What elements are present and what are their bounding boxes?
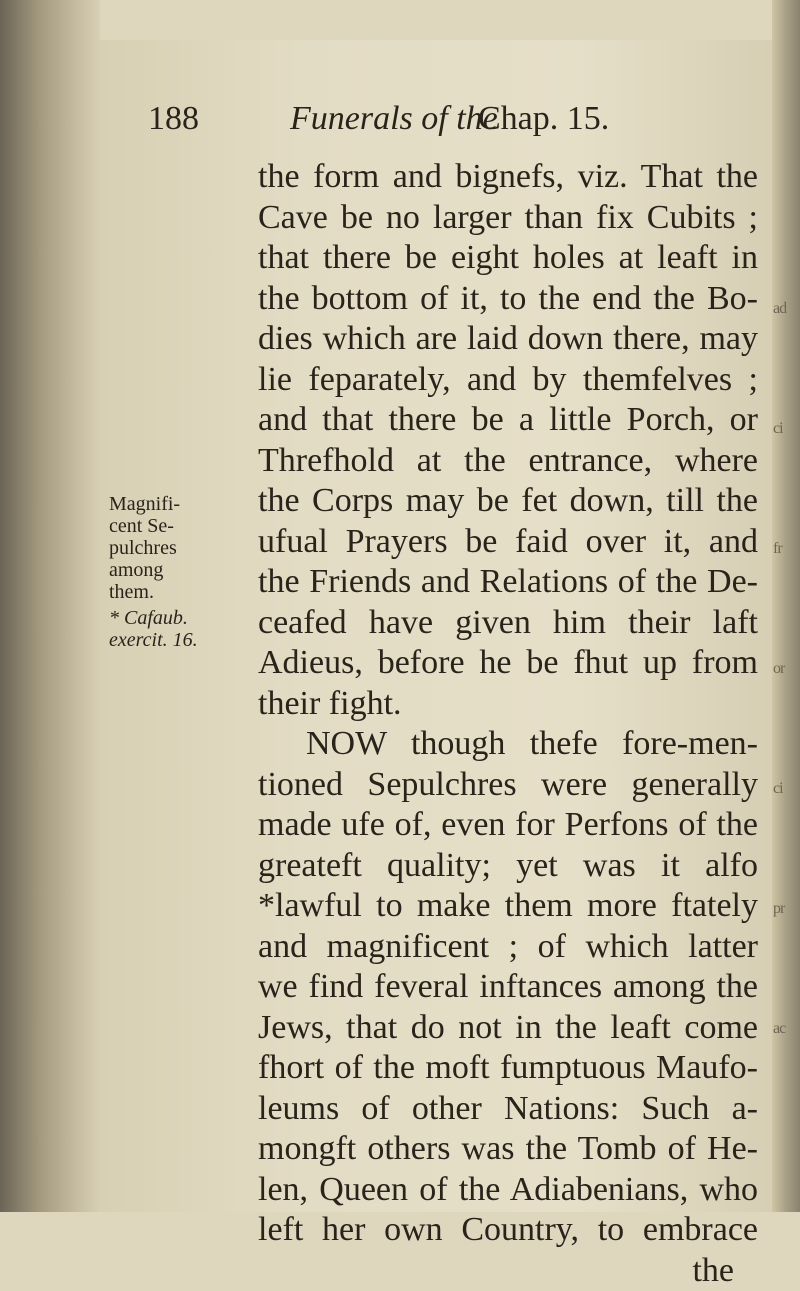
margin-note-line: cent Se- xyxy=(109,515,249,537)
margin-note-line: them. xyxy=(109,581,249,603)
body-text xyxy=(258,157,758,1291)
text-line: NOW though thefe fore-men- xyxy=(258,724,758,765)
margin-note-line: Magnifi- xyxy=(109,493,249,515)
text-line: left her own Country, to embrace xyxy=(258,1210,758,1251)
text-line: the Friends and Relations of the De- xyxy=(258,562,758,603)
bleed-fragment: ci xyxy=(773,780,797,798)
text-line: fhort of the moft fumptuous Maufo- xyxy=(258,1048,758,1089)
text-line: made ufe of, even for Perfons of the xyxy=(258,805,758,846)
text-line: greateft quality; yet was it alfo xyxy=(258,846,758,887)
bleed-fragment: pr xyxy=(773,900,797,918)
margin-note xyxy=(109,493,249,651)
text-line: their fight. xyxy=(258,684,758,725)
text-line: Adieus, before he be fhut up from xyxy=(258,643,758,684)
text-line: the bottom of it, to the end the Bo- xyxy=(258,279,758,320)
text-line: *lawful to make them more ftately xyxy=(258,886,758,927)
left-gutter-shadow xyxy=(0,0,100,1212)
margin-reference-detail: exercit. 16. xyxy=(109,629,249,651)
text-line: Cave be no larger than fix Cubits ; xyxy=(258,198,758,239)
bleed-fragment: or xyxy=(773,660,797,678)
chapter-label: Chap. 15. xyxy=(478,100,609,138)
text-line: leums of other Nations: Such a- xyxy=(258,1089,758,1130)
margin-reference: * Cafaub. xyxy=(109,607,249,629)
running-title: Funerals of the xyxy=(290,100,498,138)
text-line: the Corps may be fet down, till the xyxy=(258,481,758,522)
text-line: len, Queen of the Adiabenians, who xyxy=(258,1170,758,1211)
text-line: the form and bignefs, viz. That the xyxy=(258,157,758,198)
text-line: lie feparately, and by themfelves ; xyxy=(258,360,758,401)
text-line: that there be eight holes at leaft in xyxy=(258,238,758,279)
margin-note-line: pulchres xyxy=(109,537,249,559)
bleed-fragment: ci xyxy=(773,420,797,438)
text-line: mongft others was the Tomb of He- xyxy=(258,1129,758,1170)
text-line: dies which are laid down there, may xyxy=(258,319,758,360)
page-header xyxy=(148,96,748,146)
text-line: tioned Sepulchres were generally xyxy=(258,765,758,806)
text-line: and magnificent ; of which latter xyxy=(258,927,758,968)
text-line: Jews, that do not in the leaft come xyxy=(258,1008,758,1049)
bleed-fragment: fr xyxy=(773,540,797,558)
text-line: Threfhold at the entrance, where xyxy=(258,441,758,482)
bleed-fragment: ad xyxy=(773,300,797,318)
text-line: the xyxy=(258,1251,758,1291)
margin-note-line: among xyxy=(109,559,249,581)
bleed-fragment: ac xyxy=(773,1020,797,1038)
page-number: 188 xyxy=(148,100,199,138)
text-line: ceafed have given him their laft xyxy=(258,603,758,644)
text-line: and that there be a little Porch, or xyxy=(258,400,758,441)
text-line: we find feveral inftances among the xyxy=(258,967,758,1008)
text-line: ufual Prayers be faid over it, and xyxy=(258,522,758,563)
